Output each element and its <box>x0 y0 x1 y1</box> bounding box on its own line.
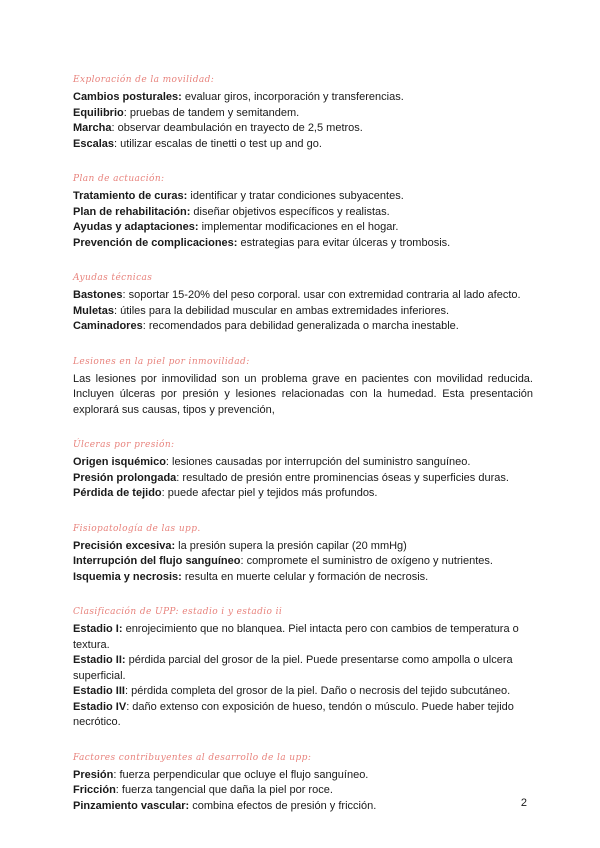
item-term: Pinzamiento vascular: <box>73 799 190 812</box>
document-body <box>73 74 533 835</box>
item-text: estrategias para evitar úlceras y trombosis. <box>237 236 451 249</box>
item-text: : compromete el suministro de oxígeno y nutrientes. <box>240 555 493 567</box>
section-exploracion-movilidad <box>73 74 533 152</box>
section-heading: Úlceras por presión: <box>73 440 175 450</box>
item-term: Estadio II: <box>73 654 126 666</box>
item-text: : fuerza tangencial que daña la piel por roce. <box>115 784 333 796</box>
item-term: Cambios posturales: <box>73 91 182 103</box>
item-text: : daño extenso con exposición de hueso, tendón o músculo. Puede haber tejido necrótico. <box>73 700 514 728</box>
item-text: : fuerza perpendicular que ocluye el flujo sanguíneo. <box>113 768 369 781</box>
paragraph: Las lesiones por inmovilidad son un problema grave en pacientes con movilidad reducida. Incluyen úlceras por presión y lesiones relacionadas con la humedad. Esta presentación explorará sus causas, tipos y prevención, <box>73 372 533 416</box>
item-text: : pruebas de tandem y semitandem. <box>123 106 300 119</box>
item-term: Interrupción del flujo sanguíneo <box>73 555 241 567</box>
item-term: Caminadores <box>73 320 143 332</box>
page-number: 2 <box>520 797 527 809</box>
item-term: Fricción <box>73 784 116 796</box>
list-item <box>73 236 533 252</box>
section-heading: Clasificación de UPP: estadio i y estadio ii <box>73 607 283 617</box>
list-item <box>73 471 533 487</box>
list-item <box>73 783 533 799</box>
item-term: Pérdida de tejido <box>73 487 162 499</box>
item-term: Presión <box>73 768 114 781</box>
section-clasificacion-upp <box>73 606 533 731</box>
item-text: implementar modificaciones en el hogar. <box>198 221 399 233</box>
section-fisiopatologia <box>73 523 533 586</box>
list-item <box>73 121 533 137</box>
section-ulceras-presion <box>73 439 533 502</box>
list-item <box>73 189 533 205</box>
list-item <box>73 137 533 153</box>
item-term: Presión prolongada <box>73 471 177 484</box>
item-term: Prevención de complicaciones: <box>73 236 238 249</box>
list-item <box>73 106 533 122</box>
section-heading: Lesiones en la piel por inmovilidad: <box>73 356 250 367</box>
item-text: evaluar giros, incorporación y transferencias. <box>181 91 404 103</box>
list-item <box>73 653 533 684</box>
section-ayudas-tecnicas <box>73 272 533 335</box>
section-heading: Plan de actuación: <box>73 174 165 184</box>
item-text: combina efectos de presión y fricción. <box>189 799 377 812</box>
item-text: : útiles para la debilidad muscular en ambas extremidades inferiores. <box>113 304 450 317</box>
list-item <box>73 304 533 320</box>
item-text: : utilizar escalas de tinetti o test up and go. <box>113 137 322 150</box>
section-heading: Factores contribuyentes al desarrollo de la upp: <box>73 752 312 763</box>
section-heading: Fisiopatología de las upp. <box>73 523 201 534</box>
item-term: Muletas <box>73 304 114 317</box>
list-item <box>73 319 533 335</box>
list-item <box>73 570 533 586</box>
list-item <box>73 90 533 106</box>
item-term: Origen isquémico <box>73 456 166 468</box>
item-term: Isquemia y necrosis: <box>73 570 182 583</box>
item-term: Marcha <box>73 122 112 134</box>
section-heading: Exploración de la movilidad: <box>73 75 215 85</box>
item-text: : recomendados para debilidad generalizada o marcha inestable. <box>142 320 459 332</box>
item-text: : soportar 15-20% del peso corporal. usar con extremidad contraria al lado afecto. <box>122 289 521 301</box>
item-text: diseñar objetivos específicos y realistas. <box>190 205 390 218</box>
section-heading: Ayudas técnicas <box>73 273 153 283</box>
list-item <box>73 539 533 555</box>
item-text: : resultado de presión entre prominencias óseas y superficies duras. <box>176 471 509 484</box>
list-item <box>73 554 533 570</box>
item-term: Estadio I: <box>73 623 123 635</box>
section-lesiones-piel <box>73 356 533 419</box>
item-term: Escalas <box>73 137 114 150</box>
item-term: Bastones <box>73 289 123 301</box>
item-text: la presión supera la presión capilar (20 mmHg) <box>175 539 407 552</box>
item-text: pérdida parcial del grosor de la piel. Puede presentarse como ampolla o ulcera superficial. <box>73 654 513 682</box>
item-term: Tratamiento de curas: <box>73 190 188 202</box>
item-text: resulta en muerte celular y formación de necrosis. <box>181 570 429 583</box>
list-item <box>73 486 533 502</box>
list-item <box>73 700 533 731</box>
item-term: Plan de rehabilitación: <box>73 205 191 218</box>
section-factores-contribuyentes <box>73 752 533 815</box>
item-text: enrojecimiento que no blanquea. Piel intacta pero con cambios de temperatura o textura. <box>73 623 519 651</box>
list-item <box>73 288 533 304</box>
section-plan-actuacion <box>73 173 533 251</box>
list-item <box>73 684 533 700</box>
item-text: : observar deambulación en trayecto de 2,5 metros. <box>111 122 363 134</box>
item-term: Estadio IV <box>73 700 127 713</box>
item-term: Ayudas y adaptaciones: <box>73 221 199 233</box>
item-text: : lesiones causadas por interrupción del suministro sanguíneo. <box>165 456 471 468</box>
list-item <box>73 768 533 784</box>
item-term: Equilibrio <box>73 106 124 119</box>
list-item <box>73 455 533 471</box>
item-term: Precisión excesiva: <box>73 539 176 552</box>
list-item <box>73 220 533 236</box>
item-term: Estadio III <box>73 685 125 697</box>
list-item <box>73 205 533 221</box>
list-item <box>73 622 533 653</box>
list-item <box>73 799 533 815</box>
item-text: : pérdida completa del grosor de la piel. Daño o necrosis del tejido subcutáneo. <box>124 685 511 697</box>
item-text: identificar y tratar condiciones subyacentes. <box>187 190 404 202</box>
item-text: : puede afectar piel y tejidos más profundos. <box>161 487 378 499</box>
